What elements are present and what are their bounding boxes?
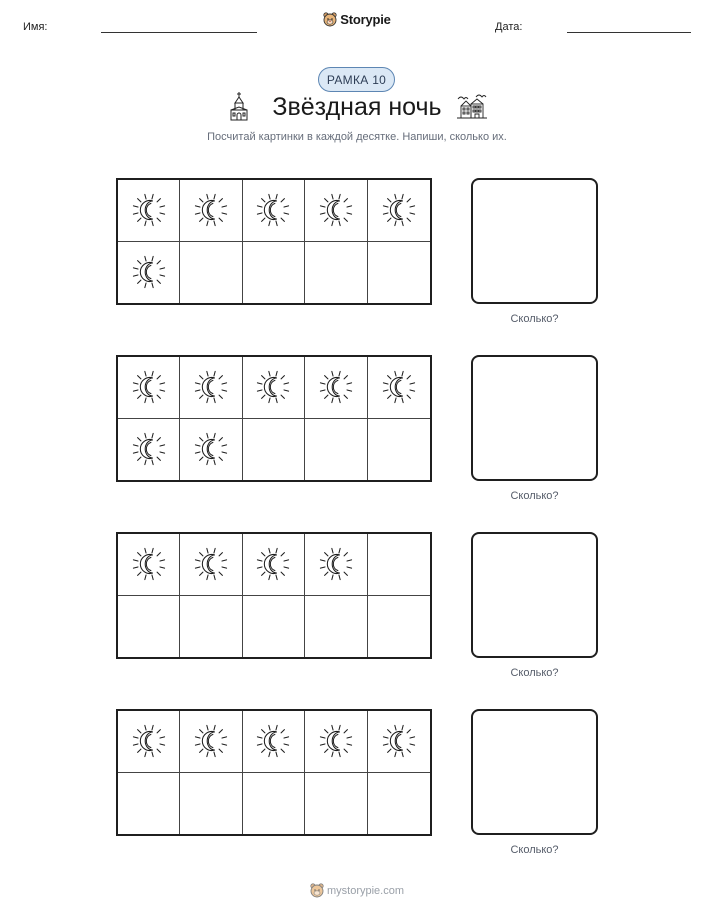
frame-cell <box>118 180 180 242</box>
moon-sun-icon <box>130 545 168 583</box>
frame-cell <box>243 773 305 835</box>
frame-cell <box>180 773 242 835</box>
frame-cell <box>118 357 180 419</box>
frame-cell <box>180 534 242 596</box>
frame-cell <box>180 711 242 773</box>
frame-cell <box>180 180 242 242</box>
frame-cell <box>305 180 367 242</box>
date-label: Дата: <box>495 21 523 33</box>
answer-label-3: Сколько? <box>510 667 559 679</box>
ten-frame-3 <box>116 532 432 659</box>
frame-cell <box>368 419 430 481</box>
frame-cell <box>180 419 242 481</box>
moon-sun-icon <box>254 722 292 760</box>
moon-sun-icon <box>192 545 230 583</box>
footer <box>0 883 714 898</box>
moon-sun-icon <box>317 545 355 583</box>
moon-sun-icon <box>192 430 230 468</box>
frame-cell <box>305 711 367 773</box>
ten-frame-4 <box>116 709 432 836</box>
frame-cell <box>368 596 430 658</box>
frame-cell <box>118 711 180 773</box>
frame-cell <box>368 711 430 773</box>
moon-sun-icon <box>130 430 168 468</box>
frame-cell <box>118 242 180 304</box>
moon-sun-icon <box>380 722 418 760</box>
frame-cell <box>368 180 430 242</box>
date-line[interactable] <box>567 32 691 33</box>
moon-sun-icon <box>192 191 230 229</box>
answer-box-3[interactable] <box>471 532 598 658</box>
moon-sun-icon <box>130 722 168 760</box>
frame-cell <box>368 534 430 596</box>
frame-cell <box>243 180 305 242</box>
bear-logo-icon <box>323 12 337 27</box>
ten-frame-2 <box>116 355 432 482</box>
bear-logo-icon <box>310 883 324 898</box>
answer-box-2[interactable] <box>471 355 598 481</box>
frame-badge: РАМКА 10 <box>318 67 395 92</box>
frame-cell <box>243 596 305 658</box>
answer-box-1[interactable] <box>471 178 598 304</box>
frame-cell <box>118 773 180 835</box>
frame-cell <box>305 242 367 304</box>
frame-cell <box>368 242 430 304</box>
moon-sun-icon <box>254 191 292 229</box>
brand-logo <box>0 12 714 27</box>
moon-sun-icon <box>254 545 292 583</box>
frame-cell <box>243 419 305 481</box>
page-title: Звёздная ночь <box>272 93 442 121</box>
frame-cell <box>305 357 367 419</box>
town-icon <box>456 92 488 120</box>
moon-sun-icon <box>130 253 168 291</box>
frame-cell <box>305 534 367 596</box>
frame-cell <box>118 419 180 481</box>
frame-cell <box>305 596 367 658</box>
frame-cell <box>243 357 305 419</box>
frame-cell <box>368 357 430 419</box>
frame-cell <box>243 242 305 304</box>
moon-sun-icon <box>130 368 168 406</box>
frame-cell <box>305 419 367 481</box>
instructions: Посчитай картинки в каждой десятке. Напиши, сколько их. <box>207 131 507 143</box>
moon-sun-icon <box>130 191 168 229</box>
moon-sun-icon <box>380 191 418 229</box>
frame-cell <box>118 596 180 658</box>
moon-sun-icon <box>380 368 418 406</box>
moon-sun-icon <box>192 722 230 760</box>
frame-cell <box>180 242 242 304</box>
moon-sun-icon <box>317 368 355 406</box>
title-row <box>0 91 714 127</box>
frame-cell <box>368 773 430 835</box>
answer-label-4: Сколько? <box>510 844 559 856</box>
brand-name: Storypie <box>340 12 391 27</box>
frame-cell <box>118 534 180 596</box>
footer-url: mystorypie.com <box>326 884 405 897</box>
name-line[interactable] <box>101 32 257 33</box>
name-label: Имя: <box>23 21 48 33</box>
ten-frame-1 <box>116 178 432 305</box>
answer-label-2: Сколько? <box>510 490 559 502</box>
frame-cell <box>180 357 242 419</box>
answer-box-4[interactable] <box>471 709 598 835</box>
moon-sun-icon <box>317 191 355 229</box>
frame-cell <box>243 534 305 596</box>
frame-cell <box>305 773 367 835</box>
frame-cell <box>243 711 305 773</box>
frame-cell <box>180 596 242 658</box>
moon-sun-icon <box>317 722 355 760</box>
moon-sun-icon <box>192 368 230 406</box>
moon-sun-icon <box>254 368 292 406</box>
answer-label-1: Сколько? <box>510 313 559 325</box>
